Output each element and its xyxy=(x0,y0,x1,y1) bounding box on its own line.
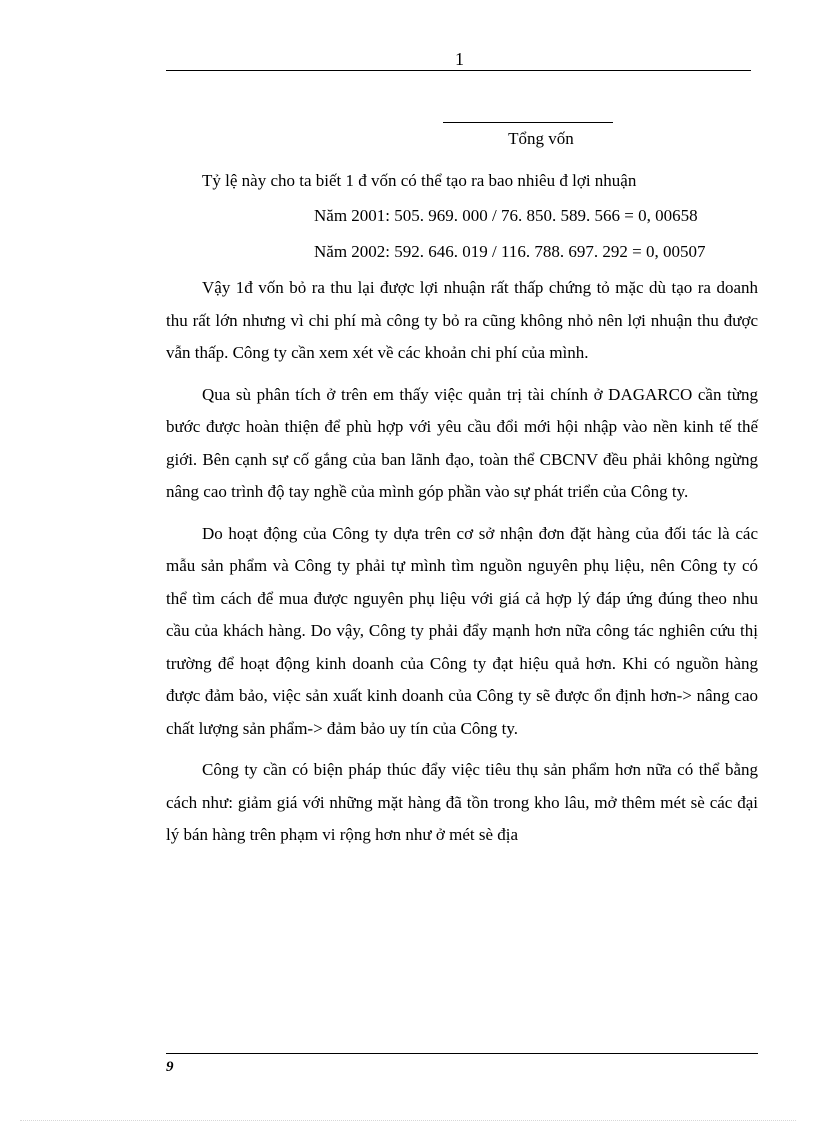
calculation-2001: Năm 2001: 505. 969. 000 / 76. 850. 589. 566 = 0, 00658 xyxy=(314,206,698,225)
body-text xyxy=(166,272,758,861)
intro-line: Tỷ lệ này cho ta biết 1 đ vốn có thể tạo ra bao nhiêu đ lợi nhuận xyxy=(202,171,637,190)
fraction-denominator: Tổng vốn xyxy=(508,129,574,148)
paragraph: Qua sù phân tích ở trên em thấy việc quản trị tài chính ở DAGARCO cần từng bước được hoàn thiện để phù hợp với yêu cầu đổi mới hội nhập vào nền kinh tế thế giới. Bên cạnh sự cố gắng của ban lãnh đạo, toàn thể CBCNV đều phải không ngừng nâng cao trình độ tay nghề của mình góp phần vào sự phát triển của Công ty. xyxy=(166,384,758,501)
paragraph: Công ty cần có biện pháp thúc đẩy việc tiêu thụ sản phẩm hơn nữa có thể bằng cách như: giảm giá với những mặt hàng đã tồn trong kho lâu, mở thêm mét sè các đại lý bán hàng trên phạm vi rộng hơn như ở mét sè địa xyxy=(166,760,758,844)
paragraph: Vậy 1đ vốn bỏ ra thu lại được lợi nhuận rất thấp chứng tỏ mặc dù tạo ra doanh thu rất lớn nhưng vì chi phí mà công ty bỏ ra cũng không nhỏ nên lợi nhuận thu được vẫn thấp. Công ty cần xem xét về các khoản chi phí của mình. xyxy=(166,278,758,362)
header-rule xyxy=(166,70,751,71)
calculation-2002: Năm 2002: 592. 646. 019 / 116. 788. 697. 292 = 0, 00507 xyxy=(314,242,706,261)
footer-rule xyxy=(166,1053,758,1054)
page-edge xyxy=(20,1120,796,1121)
paragraph: Do hoạt động của Công ty dựa trên cơ sở nhận đơn đặt hàng của đối tác là các mẫu sản phẩm và Công ty phải tự mình tìm nguồn nguyên phụ liệu, nên Công ty có thể tìm cách để mua được nguyên phụ liệu với giá cả hợp lý đáp ứng đúng theo nhu cầu của khách hàng. Do vậy, Công ty phải đẩy mạnh hơn nữa công tác nghiên cứu thị trường để hoạt động kinh doanh của Công ty đạt hiệu quả hơn. Khi có nguồn hàng được đảm bảo, việc sản xuất kinh doanh của Công ty sẽ được ổn định hơn-> nâng cao chất lượng sản phẩm-> đảm bảo uy tín của Công ty. xyxy=(166,523,758,738)
fraction-rule xyxy=(443,122,613,123)
page-number-top: 1 xyxy=(455,49,464,69)
footer-page-number: 9 xyxy=(166,1059,174,1075)
